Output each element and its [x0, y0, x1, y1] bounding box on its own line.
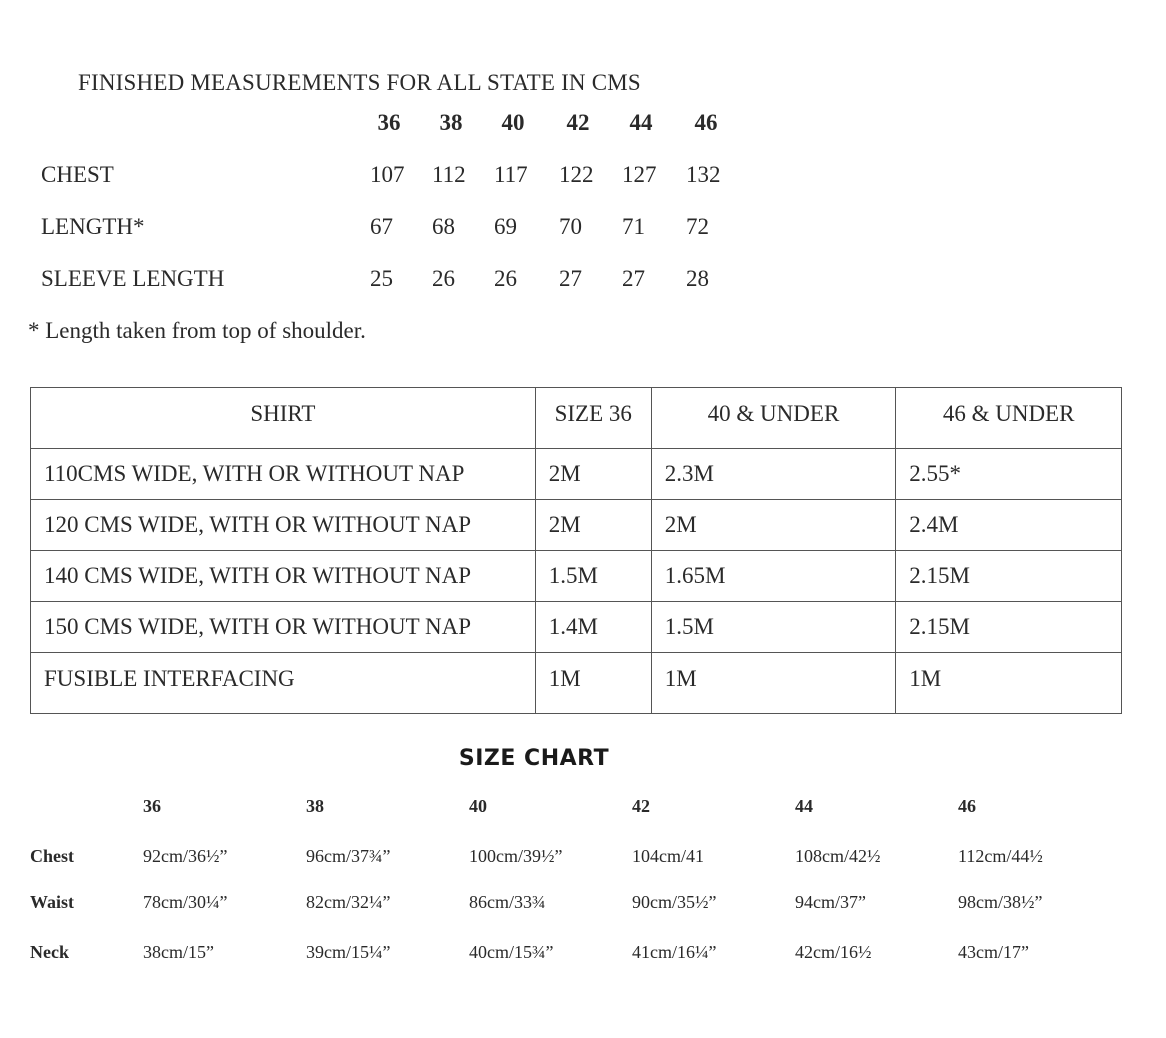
table-row [31, 602, 1122, 653]
header-size-36: SIZE 36 [535, 388, 651, 449]
table-cell: 1M [651, 653, 896, 714]
table-header-row [31, 388, 1122, 449]
size-chart-size-header: 36 [143, 796, 161, 816]
size-chart-value: 86cm/33¾ [469, 892, 546, 912]
measurement-value: 69 [494, 214, 517, 239]
measurement-value: 67 [370, 214, 393, 239]
measurement-value: 112 [432, 162, 466, 187]
size-chart-value: 108cm/42½ [795, 846, 881, 866]
size-chart-size-header: 46 [958, 796, 976, 816]
table-cell: 2M [535, 500, 651, 551]
measurement-value: 28 [686, 266, 709, 291]
size-chart-value: 100cm/39½” [469, 846, 563, 866]
size-chart-value: 40cm/15¾” [469, 942, 554, 962]
size-chart-value: 42cm/16½ [795, 942, 872, 962]
measurement-value: 70 [559, 214, 582, 239]
measurement-value: 72 [686, 214, 709, 239]
table-cell: 1.4M [535, 602, 651, 653]
size-chart-value: 104cm/41 [632, 846, 704, 866]
size-chart-value: 43cm/17” [958, 942, 1029, 962]
table-row [31, 551, 1122, 602]
fabric-type-cell: 110CMS WIDE, WITH OR WITHOUT NAP [31, 449, 536, 500]
measurement-label-sleeve-length: SLEEVE LENGTH [41, 266, 225, 291]
size-chart-value: 90cm/35½” [632, 892, 717, 912]
length-footnote: * Length taken from top of shoulder. [28, 318, 366, 343]
size-chart-value: 96cm/37¾” [306, 846, 391, 866]
measurement-value: 26 [432, 266, 455, 291]
table-cell: 1.65M [651, 551, 896, 602]
size-chart-value: 38cm/15” [143, 942, 214, 962]
size-chart-title: SIZE CHART [458, 746, 610, 771]
table-row [31, 653, 1122, 714]
measurement-value: 68 [432, 214, 455, 239]
measurement-value: 27 [559, 266, 582, 291]
size-chart-label-neck: Neck [30, 942, 69, 962]
measurements-size-header: 38 [439, 110, 463, 135]
table-cell: 1.5M [535, 551, 651, 602]
fabric-requirements-table [30, 387, 1122, 714]
size-chart-value: 94cm/37” [795, 892, 866, 912]
size-chart-size-header: 40 [469, 796, 487, 816]
table-row [31, 500, 1122, 551]
table-cell: 2M [651, 500, 896, 551]
size-chart-label-chest: Chest [30, 846, 74, 866]
table-cell: 2.4M [896, 500, 1122, 551]
measurements-size-header: 36 [377, 110, 401, 135]
size-chart-size-header: 42 [632, 796, 650, 816]
measurement-value: 107 [370, 162, 405, 187]
size-chart-value: 82cm/32¼” [306, 892, 391, 912]
measurement-value: 122 [559, 162, 594, 187]
size-chart-value: 92cm/36½” [143, 846, 228, 866]
table-cell: 1M [896, 653, 1122, 714]
table-cell: 2.15M [896, 602, 1122, 653]
measurement-value: 26 [494, 266, 517, 291]
header-shirt: SHIRT [31, 388, 536, 449]
measurement-value: 132 [686, 162, 721, 187]
table-row [31, 449, 1122, 500]
size-chart-value: 41cm/16¼” [632, 942, 717, 962]
table-cell: 2.55* [896, 449, 1122, 500]
size-chart-value: 39cm/15¼” [306, 942, 391, 962]
measurement-value: 127 [622, 162, 657, 187]
measurements-title: FINISHED MEASUREMENTS FOR ALL STATE IN CMS [78, 70, 641, 95]
fabric-type-cell: 120 CMS WIDE, WITH OR WITHOUT NAP [31, 500, 536, 551]
table-cell: 2.15M [896, 551, 1122, 602]
measurement-value: 71 [622, 214, 645, 239]
fabric-type-cell: 140 CMS WIDE, WITH OR WITHOUT NAP [31, 551, 536, 602]
measurement-value: 117 [494, 162, 528, 187]
header-40-under: 40 & UNDER [651, 388, 896, 449]
measurement-label-chest: CHEST [41, 162, 114, 187]
size-chart-label-waist: Waist [30, 892, 75, 912]
measurements-size-header: 40 [501, 110, 525, 135]
table-cell: 1M [535, 653, 651, 714]
header-46-under: 46 & UNDER [896, 388, 1122, 449]
measurements-size-header: 42 [566, 110, 590, 135]
table-cell: 2M [535, 449, 651, 500]
measurements-size-header: 46 [694, 110, 718, 135]
size-chart-size-header: 44 [795, 796, 813, 816]
measurements-size-header: 44 [629, 110, 653, 135]
table-cell: 1.5M [651, 602, 896, 653]
size-chart-value: 98cm/38½” [958, 892, 1043, 912]
measurement-value: 27 [622, 266, 645, 291]
measurement-label-length: LENGTH* [41, 214, 145, 239]
size-chart-value: 112cm/44½ [958, 846, 1043, 866]
size-chart-size-header: 38 [306, 796, 324, 816]
table-cell: 2.3M [651, 449, 896, 500]
fabric-type-cell: 150 CMS WIDE, WITH OR WITHOUT NAP [31, 602, 536, 653]
measurement-value: 25 [370, 266, 393, 291]
size-chart-value: 78cm/30¼” [143, 892, 228, 912]
fabric-type-cell: FUSIBLE INTERFACING [31, 653, 536, 714]
